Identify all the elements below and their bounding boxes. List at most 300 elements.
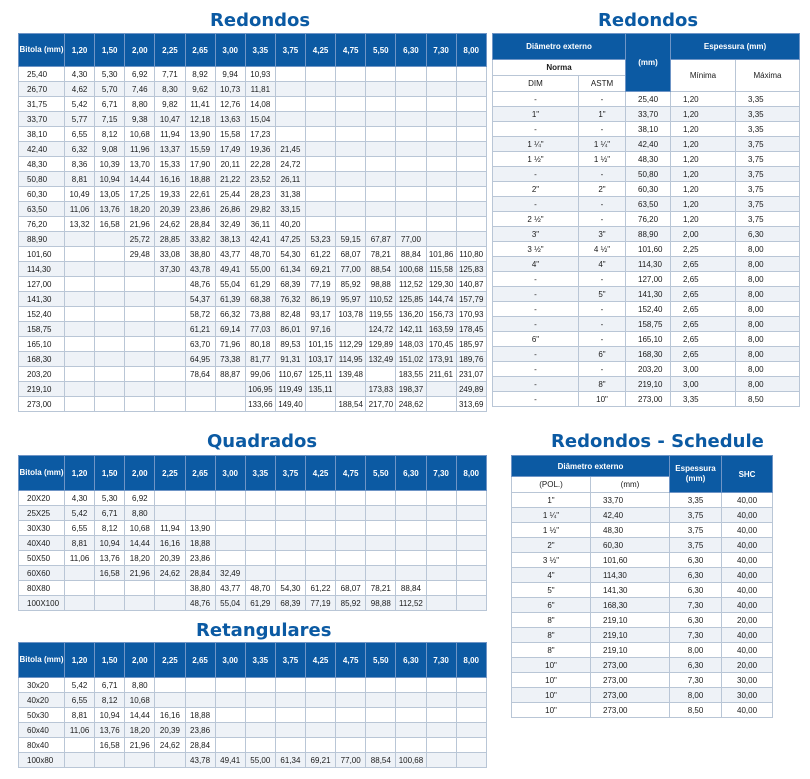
bitola-cell: 60X60 (19, 566, 65, 581)
weight-cell (456, 551, 486, 566)
weight-cell: 13,76 (95, 551, 125, 566)
weight-cell (306, 551, 336, 566)
weight-cell: 55,00 (245, 262, 275, 277)
weight-cell (275, 112, 305, 127)
weight-cell: 17,25 (125, 187, 155, 202)
weight-cell: 211,61 (426, 367, 456, 382)
bitola-cell: 168,30 (19, 352, 65, 367)
weight-cell (95, 232, 125, 247)
table-row (493, 392, 800, 407)
weight-cell: 144,74 (426, 292, 456, 307)
min-thickness-cell: 2,65 (671, 287, 736, 302)
weight-cell: 24,72 (275, 157, 305, 172)
weight-cell: 8,81 (65, 172, 95, 187)
diameter-cell: 42,40 (626, 137, 671, 152)
weight-cell (426, 693, 456, 708)
min-thickness-cell: 2,65 (671, 332, 736, 347)
title-redondos-schedule: Redondos - Schedule (551, 431, 764, 452)
max-thickness-cell: 8,00 (736, 242, 800, 257)
weight-cell: 15,59 (185, 142, 215, 157)
shc-cell: 30,00 (722, 673, 773, 688)
bitola-cell: 30X30 (19, 521, 65, 536)
diameter-cell: 273,00 (591, 673, 670, 688)
weight-cell: 68,39 (275, 277, 305, 292)
weight-cell: 43,78 (185, 262, 215, 277)
weight-cell (155, 596, 185, 611)
weight-cell (336, 322, 366, 337)
weight-cell (396, 551, 426, 566)
thickness-header: 1,20 (65, 456, 95, 491)
bitola-cell: 26,70 (19, 82, 65, 97)
astm-cell: 1" (579, 107, 626, 122)
weight-cell (336, 187, 366, 202)
thickness-header: 2,00 (125, 456, 155, 491)
weight-cell: 77,00 (396, 232, 426, 247)
weight-cell: 157,79 (456, 292, 486, 307)
weight-cell (275, 521, 305, 536)
weight-cell: 119,55 (366, 307, 396, 322)
weight-cell (336, 382, 366, 397)
weight-cell (396, 187, 426, 202)
max-thickness-cell: 8,00 (736, 287, 800, 302)
weight-cell (456, 202, 486, 217)
table-header-row (19, 643, 487, 678)
weight-cell (95, 753, 125, 768)
table-row (19, 232, 487, 247)
dim-cell: - (493, 167, 579, 182)
weight-cell: 10,94 (95, 172, 125, 187)
weight-cell: 21,22 (215, 172, 245, 187)
table-row (493, 137, 800, 152)
weight-cell (366, 551, 396, 566)
weight-cell (155, 337, 185, 352)
weight-cell (155, 307, 185, 322)
weight-cell (426, 157, 456, 172)
bitola-cell: 42,40 (19, 142, 65, 157)
thickness-cell: 3,75 (670, 538, 722, 553)
min-thickness-cell: 2,65 (671, 347, 736, 362)
weight-cell (306, 491, 336, 506)
weight-cell (336, 693, 366, 708)
bitola-cell: 100X100 (19, 596, 65, 611)
weight-cell (306, 521, 336, 536)
table-header-row (512, 456, 773, 477)
title-retangulares: Retangulares (196, 620, 332, 641)
header-astm: ASTM (579, 76, 626, 92)
astm-cell: - (579, 197, 626, 212)
weight-cell: 69,21 (306, 753, 336, 768)
diameter-cell: 273,00 (591, 703, 670, 718)
header-maxima: Máxima (736, 60, 800, 92)
weight-cell: 54,30 (275, 581, 305, 596)
corner-header: Bitola (mm) (19, 643, 65, 678)
max-thickness-cell: 8,00 (736, 317, 800, 332)
table-row (19, 693, 487, 708)
weight-cell: 68,38 (245, 292, 275, 307)
bitola-cell: 50X50 (19, 551, 65, 566)
weight-cell: 33,15 (275, 202, 305, 217)
weight-cell: 6,71 (95, 678, 125, 693)
weight-cell: 20,39 (155, 202, 185, 217)
weight-cell: 10,47 (155, 112, 185, 127)
weight-cell (366, 738, 396, 753)
weight-cell (275, 506, 305, 521)
weight-cell: 9,62 (185, 82, 215, 97)
weight-cell: 29,48 (125, 247, 155, 262)
thickness-header: 3,75 (275, 456, 305, 491)
weight-cell: 42,41 (245, 232, 275, 247)
weight-cell: 8,12 (95, 521, 125, 536)
title-quadrados: Quadrados (207, 431, 318, 452)
weight-cell: 125,85 (396, 292, 426, 307)
astm-cell: 2" (579, 182, 626, 197)
weight-cell (456, 157, 486, 172)
weight-cell (306, 142, 336, 157)
weight-cell: 19,36 (245, 142, 275, 157)
weight-cell (366, 217, 396, 232)
max-thickness-cell: 3,35 (736, 122, 800, 137)
weight-cell: 173,91 (426, 352, 456, 367)
weight-cell (245, 491, 275, 506)
weight-cell (366, 723, 396, 738)
weight-cell: 49,41 (215, 262, 245, 277)
table-row (512, 598, 773, 613)
thickness-cell: 8,00 (670, 688, 722, 703)
thickness-header: 3,75 (275, 643, 305, 678)
weight-cell: 114,95 (336, 352, 366, 367)
weight-cell (155, 367, 185, 382)
weight-cell: 11,41 (185, 97, 215, 112)
weight-cell (65, 367, 95, 382)
weight-cell (336, 172, 366, 187)
weight-cell: 17,23 (245, 127, 275, 142)
weight-cell: 112,52 (396, 596, 426, 611)
bitola-cell: 203,20 (19, 367, 65, 382)
astm-cell: - (579, 212, 626, 227)
weight-cell: 86,01 (275, 322, 305, 337)
weight-cell (306, 217, 336, 232)
diameter-cell: 152,40 (626, 302, 671, 317)
table-row (19, 307, 487, 322)
weight-cell (426, 67, 456, 82)
weight-cell (426, 142, 456, 157)
dim-cell: - (493, 92, 579, 107)
weight-cell: 61,34 (275, 753, 305, 768)
title-redondos-norma: Redondos (598, 10, 699, 31)
table-row (512, 583, 773, 598)
weight-cell: 8,30 (155, 82, 185, 97)
weight-cell (306, 693, 336, 708)
weight-cell (366, 127, 396, 142)
max-thickness-cell: 3,75 (736, 197, 800, 212)
weight-cell: 88,87 (215, 367, 245, 382)
weight-cell (275, 127, 305, 142)
bitola-cell: 127,00 (19, 277, 65, 292)
diameter-cell: 50,80 (626, 167, 671, 182)
weight-cell (65, 247, 95, 262)
weight-cell (456, 693, 486, 708)
bitola-cell: 80X80 (19, 581, 65, 596)
diameter-cell: 33,70 (591, 493, 670, 508)
pol-cell: 1 ¼" (512, 508, 591, 523)
weight-cell: 8,81 (65, 536, 95, 551)
thickness-header: 3,75 (275, 34, 305, 67)
table-row (19, 753, 487, 768)
weight-cell: 23,86 (185, 723, 215, 738)
weight-cell (185, 397, 215, 412)
weight-cell: 73,38 (215, 352, 245, 367)
table-row (512, 688, 773, 703)
weight-cell: 63,70 (185, 337, 215, 352)
diameter-cell: 273,00 (591, 658, 670, 673)
shc-cell: 40,00 (722, 553, 773, 568)
weight-cell (65, 753, 95, 768)
table-row (512, 538, 773, 553)
table-header-row (19, 456, 487, 491)
weight-cell: 69,14 (215, 322, 245, 337)
pol-cell: 6" (512, 598, 591, 613)
weight-cell: 48,76 (185, 596, 215, 611)
bitola-cell: 60,30 (19, 187, 65, 202)
weight-cell: 142,11 (396, 322, 426, 337)
weight-cell: 40,20 (275, 217, 305, 232)
weight-cell (456, 723, 486, 738)
astm-cell: 4" (579, 257, 626, 272)
weight-cell (456, 187, 486, 202)
bitola-cell: 20X20 (19, 491, 65, 506)
weight-cell: 6,92 (125, 491, 155, 506)
weight-cell (456, 678, 486, 693)
weight-cell (426, 112, 456, 127)
thickness-cell: 6,30 (670, 583, 722, 598)
table-row (493, 122, 800, 137)
weight-cell: 5,42 (65, 97, 95, 112)
weight-cell (155, 292, 185, 307)
max-thickness-cell: 3,35 (736, 107, 800, 122)
weight-cell: 10,68 (125, 693, 155, 708)
weight-cell: 21,96 (125, 217, 155, 232)
weight-cell (185, 382, 215, 397)
weight-cell: 20,39 (155, 551, 185, 566)
weight-cell: 10,68 (125, 521, 155, 536)
max-thickness-cell: 8,00 (736, 257, 800, 272)
weight-cell: 18,20 (125, 202, 155, 217)
weight-cell (456, 172, 486, 187)
weight-cell: 71,96 (215, 337, 245, 352)
table-row (19, 382, 487, 397)
table-row (493, 272, 800, 287)
weight-cell (215, 678, 245, 693)
weight-cell (125, 277, 155, 292)
weight-cell (65, 337, 95, 352)
weight-cell (65, 581, 95, 596)
weight-cell: 185,97 (456, 337, 486, 352)
weight-cell (65, 277, 95, 292)
weight-cell (95, 596, 125, 611)
weight-cell: 20,39 (155, 723, 185, 738)
redondos-weight-table (18, 33, 487, 412)
weight-cell (306, 536, 336, 551)
table-row (512, 673, 773, 688)
weight-cell (336, 82, 366, 97)
diameter-cell: 101,60 (626, 242, 671, 257)
bitola-cell: 101,60 (19, 247, 65, 262)
weight-cell (65, 352, 95, 367)
weight-cell: 28,84 (185, 217, 215, 232)
weight-cell: 91,31 (275, 352, 305, 367)
min-thickness-cell: 3,00 (671, 377, 736, 392)
weight-cell: 163,59 (426, 322, 456, 337)
shc-cell: 40,00 (722, 538, 773, 553)
shc-cell: 40,00 (722, 583, 773, 598)
weight-cell (125, 753, 155, 768)
weight-cell (215, 723, 245, 738)
min-thickness-cell: 1,20 (671, 167, 736, 182)
weight-cell (155, 277, 185, 292)
bitola-cell: 80x40 (19, 738, 65, 753)
weight-cell: 11,94 (155, 521, 185, 536)
weight-cell (275, 82, 305, 97)
weight-cell (426, 566, 456, 581)
weight-cell (456, 217, 486, 232)
weight-cell (456, 581, 486, 596)
weight-cell: 32,49 (215, 566, 245, 581)
weight-cell: 68,07 (336, 247, 366, 262)
weight-cell (366, 566, 396, 581)
table-row (493, 227, 800, 242)
weight-cell (456, 506, 486, 521)
table-row (19, 551, 487, 566)
dim-cell: - (493, 347, 579, 362)
min-thickness-cell: 2,65 (671, 257, 736, 272)
dim-cell: - (493, 272, 579, 287)
weight-cell: 8,80 (125, 678, 155, 693)
bitola-cell: 31,75 (19, 97, 65, 112)
weight-cell (125, 397, 155, 412)
bitola-cell: 48,30 (19, 157, 65, 172)
weight-cell: 17,49 (215, 142, 245, 157)
max-thickness-cell: 8,00 (736, 347, 800, 362)
dim-cell: 2" (493, 182, 579, 197)
weight-cell: 66,32 (215, 307, 245, 322)
weight-cell (306, 566, 336, 581)
dim-cell: 1 ¼" (493, 137, 579, 152)
weight-cell: 188,54 (336, 397, 366, 412)
weight-cell: 95,97 (336, 292, 366, 307)
weight-cell (456, 596, 486, 611)
max-thickness-cell: 3,75 (736, 167, 800, 182)
weight-cell (185, 506, 215, 521)
weight-cell (245, 738, 275, 753)
weight-cell (366, 693, 396, 708)
weight-cell: 8,80 (125, 97, 155, 112)
table-row (19, 292, 487, 307)
astm-cell: - (579, 317, 626, 332)
pol-cell: 2" (512, 538, 591, 553)
weight-cell (336, 551, 366, 566)
thickness-header: 6,30 (396, 456, 426, 491)
weight-cell (336, 723, 366, 738)
pol-cell: 1 ½" (512, 523, 591, 538)
bitola-cell: 88,90 (19, 232, 65, 247)
thickness-header: 7,30 (426, 456, 456, 491)
weight-cell (95, 367, 125, 382)
weight-cell: 6,55 (65, 127, 95, 142)
weight-cell (275, 708, 305, 723)
weight-cell (306, 708, 336, 723)
weight-cell: 313,69 (456, 397, 486, 412)
weight-cell: 47,25 (275, 232, 305, 247)
weight-cell: 24,62 (155, 566, 185, 581)
weight-cell (366, 142, 396, 157)
weight-cell (366, 112, 396, 127)
weight-cell: 11,96 (125, 142, 155, 157)
weight-cell (275, 678, 305, 693)
weight-cell: 32,49 (215, 217, 245, 232)
weight-cell: 80,18 (245, 337, 275, 352)
weight-cell: 55,04 (215, 277, 245, 292)
weight-cell (336, 738, 366, 753)
weight-cell: 99,06 (245, 367, 275, 382)
pol-cell: 10" (512, 703, 591, 718)
weight-cell (366, 491, 396, 506)
table-row (512, 508, 773, 523)
weight-cell (306, 202, 336, 217)
table-row (512, 643, 773, 658)
thickness-header: 7,30 (426, 643, 456, 678)
table-row (19, 708, 487, 723)
astm-cell: 4 ½" (579, 242, 626, 257)
thickness-header: 2,25 (155, 643, 185, 678)
weight-cell (426, 708, 456, 723)
weight-cell: 54,37 (185, 292, 215, 307)
table-row (19, 97, 487, 112)
max-thickness-cell: 3,75 (736, 152, 800, 167)
thickness-header: 7,30 (426, 34, 456, 67)
dim-cell: 3" (493, 227, 579, 242)
thickness-cell: 8,50 (670, 703, 722, 718)
weight-cell: 101,86 (426, 247, 456, 262)
astm-cell: - (579, 122, 626, 137)
weight-cell (215, 382, 245, 397)
weight-cell (65, 262, 95, 277)
bitola-cell: 141,30 (19, 292, 65, 307)
table-row (19, 322, 487, 337)
weight-cell (366, 187, 396, 202)
weight-cell (456, 127, 486, 142)
max-thickness-cell: 3,75 (736, 137, 800, 152)
weight-cell: 21,45 (275, 142, 305, 157)
astm-cell: 6" (579, 347, 626, 362)
weight-cell: 48,70 (245, 581, 275, 596)
weight-cell: 112,52 (396, 277, 426, 292)
table-row (493, 332, 800, 347)
pol-cell: 10" (512, 658, 591, 673)
bitola-cell: 152,40 (19, 307, 65, 322)
weight-cell (155, 322, 185, 337)
weight-cell: 11,81 (245, 82, 275, 97)
weight-cell (366, 708, 396, 723)
weight-cell: 13,63 (215, 112, 245, 127)
thickness-cell: 3,75 (670, 508, 722, 523)
min-thickness-cell: 1,20 (671, 107, 736, 122)
weight-cell: 16,58 (95, 738, 125, 753)
astm-cell: 1 ¼" (579, 137, 626, 152)
header-minima: Mínima (671, 60, 736, 92)
weight-cell (336, 506, 366, 521)
pol-cell: 3 ½" (512, 553, 591, 568)
header-dim: DIM (493, 76, 579, 92)
